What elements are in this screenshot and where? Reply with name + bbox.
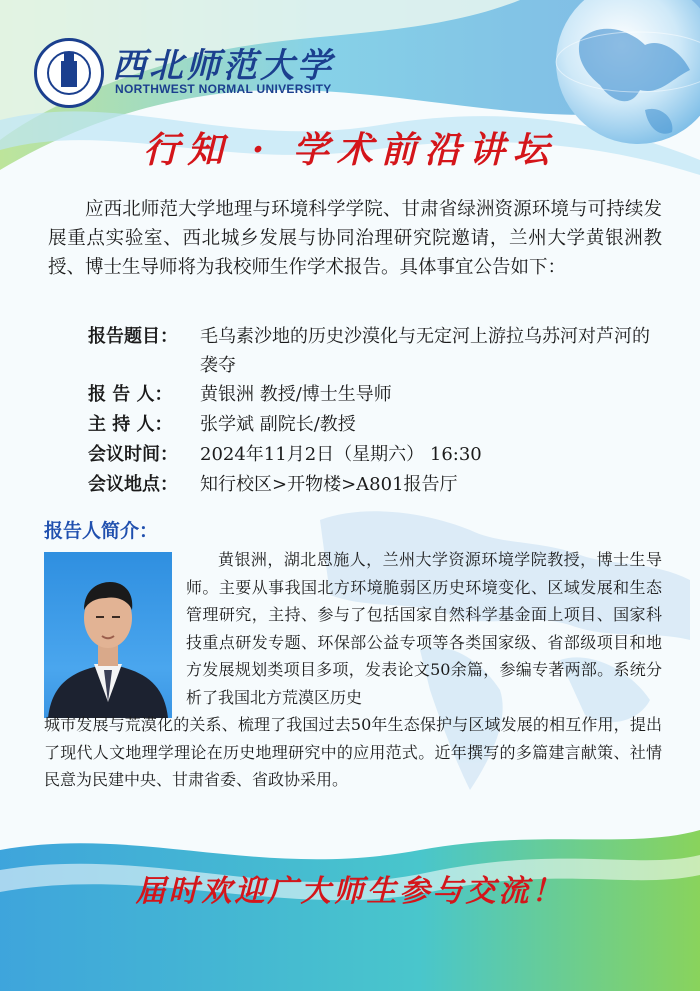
welcome-banner: 届时欢迎广大师生参与交流！	[135, 874, 565, 909]
bio-paragraph-bottom: 城市发展与荒漠化的关系、梳理了我国过去50年生态保护与区域发展的相互作用，提出了现代人文地理学理论在历史地理研究中的应用范式。近年撰写的多篇建言献策、社情民意为民建中央、甘肃省委、省政协采用。	[44, 715, 662, 789]
detail-label: 报 告 人：	[88, 384, 173, 405]
detail-label: 会议时间：	[88, 444, 178, 465]
bio-heading: 报告人简介：	[44, 520, 159, 542]
intro-paragraph: 应西北师范大学地理与环境科学学院、甘肃省绿洲资源环境与可持续发展重点实验室、西北城乡发展与协同治理研究院邀请，兰州大学黄银洲教授、博士生导师将为我校师生作学术报告。具体事宜公告如下：	[48, 199, 662, 278]
detail-label: 报告题目：	[88, 326, 178, 347]
university-seal-icon	[34, 38, 104, 108]
speaker-photo	[44, 552, 172, 718]
detail-value: 2024年11月2日（星期六） 16:30	[200, 444, 482, 465]
detail-value: 知行校区>开物楼>A801报告厅	[200, 474, 458, 495]
detail-value: 黄银洲 教授/博士生导师	[200, 384, 392, 405]
university-name-cn: 西北师范大学	[112, 46, 334, 86]
detail-label: 会议地点：	[88, 474, 178, 495]
bio-paragraph-top: 黄银洲，湖北恩施人，兰州大学资源环境学院教授，博士生导师。主要从事我国北方环境脆弱区历史环境变化、区域发展和生态管理研究，主持、参与了包括国家自然科学基金面上项目、国家科技重点研发专题、环保部公益专项等各类国家级、省部级项目和地方发展规划类项目多项，发表论文50余篇，参编专著两部。系统分析了我国北方荒漠区历史	[186, 550, 662, 707]
speaker-portrait-icon	[44, 552, 172, 718]
detail-value: 张学斌 副院长/教授	[200, 414, 356, 435]
detail-label: 主 持 人：	[88, 414, 173, 435]
detail-value: 毛乌素沙地的历史沙漠化与无定河上游拉乌苏河对芦河的袭夺	[200, 326, 650, 376]
page-title: 行知 · 学术前沿讲坛	[143, 129, 557, 171]
university-name-en: NORTHWEST NORMAL UNIVERSITY	[115, 82, 332, 96]
